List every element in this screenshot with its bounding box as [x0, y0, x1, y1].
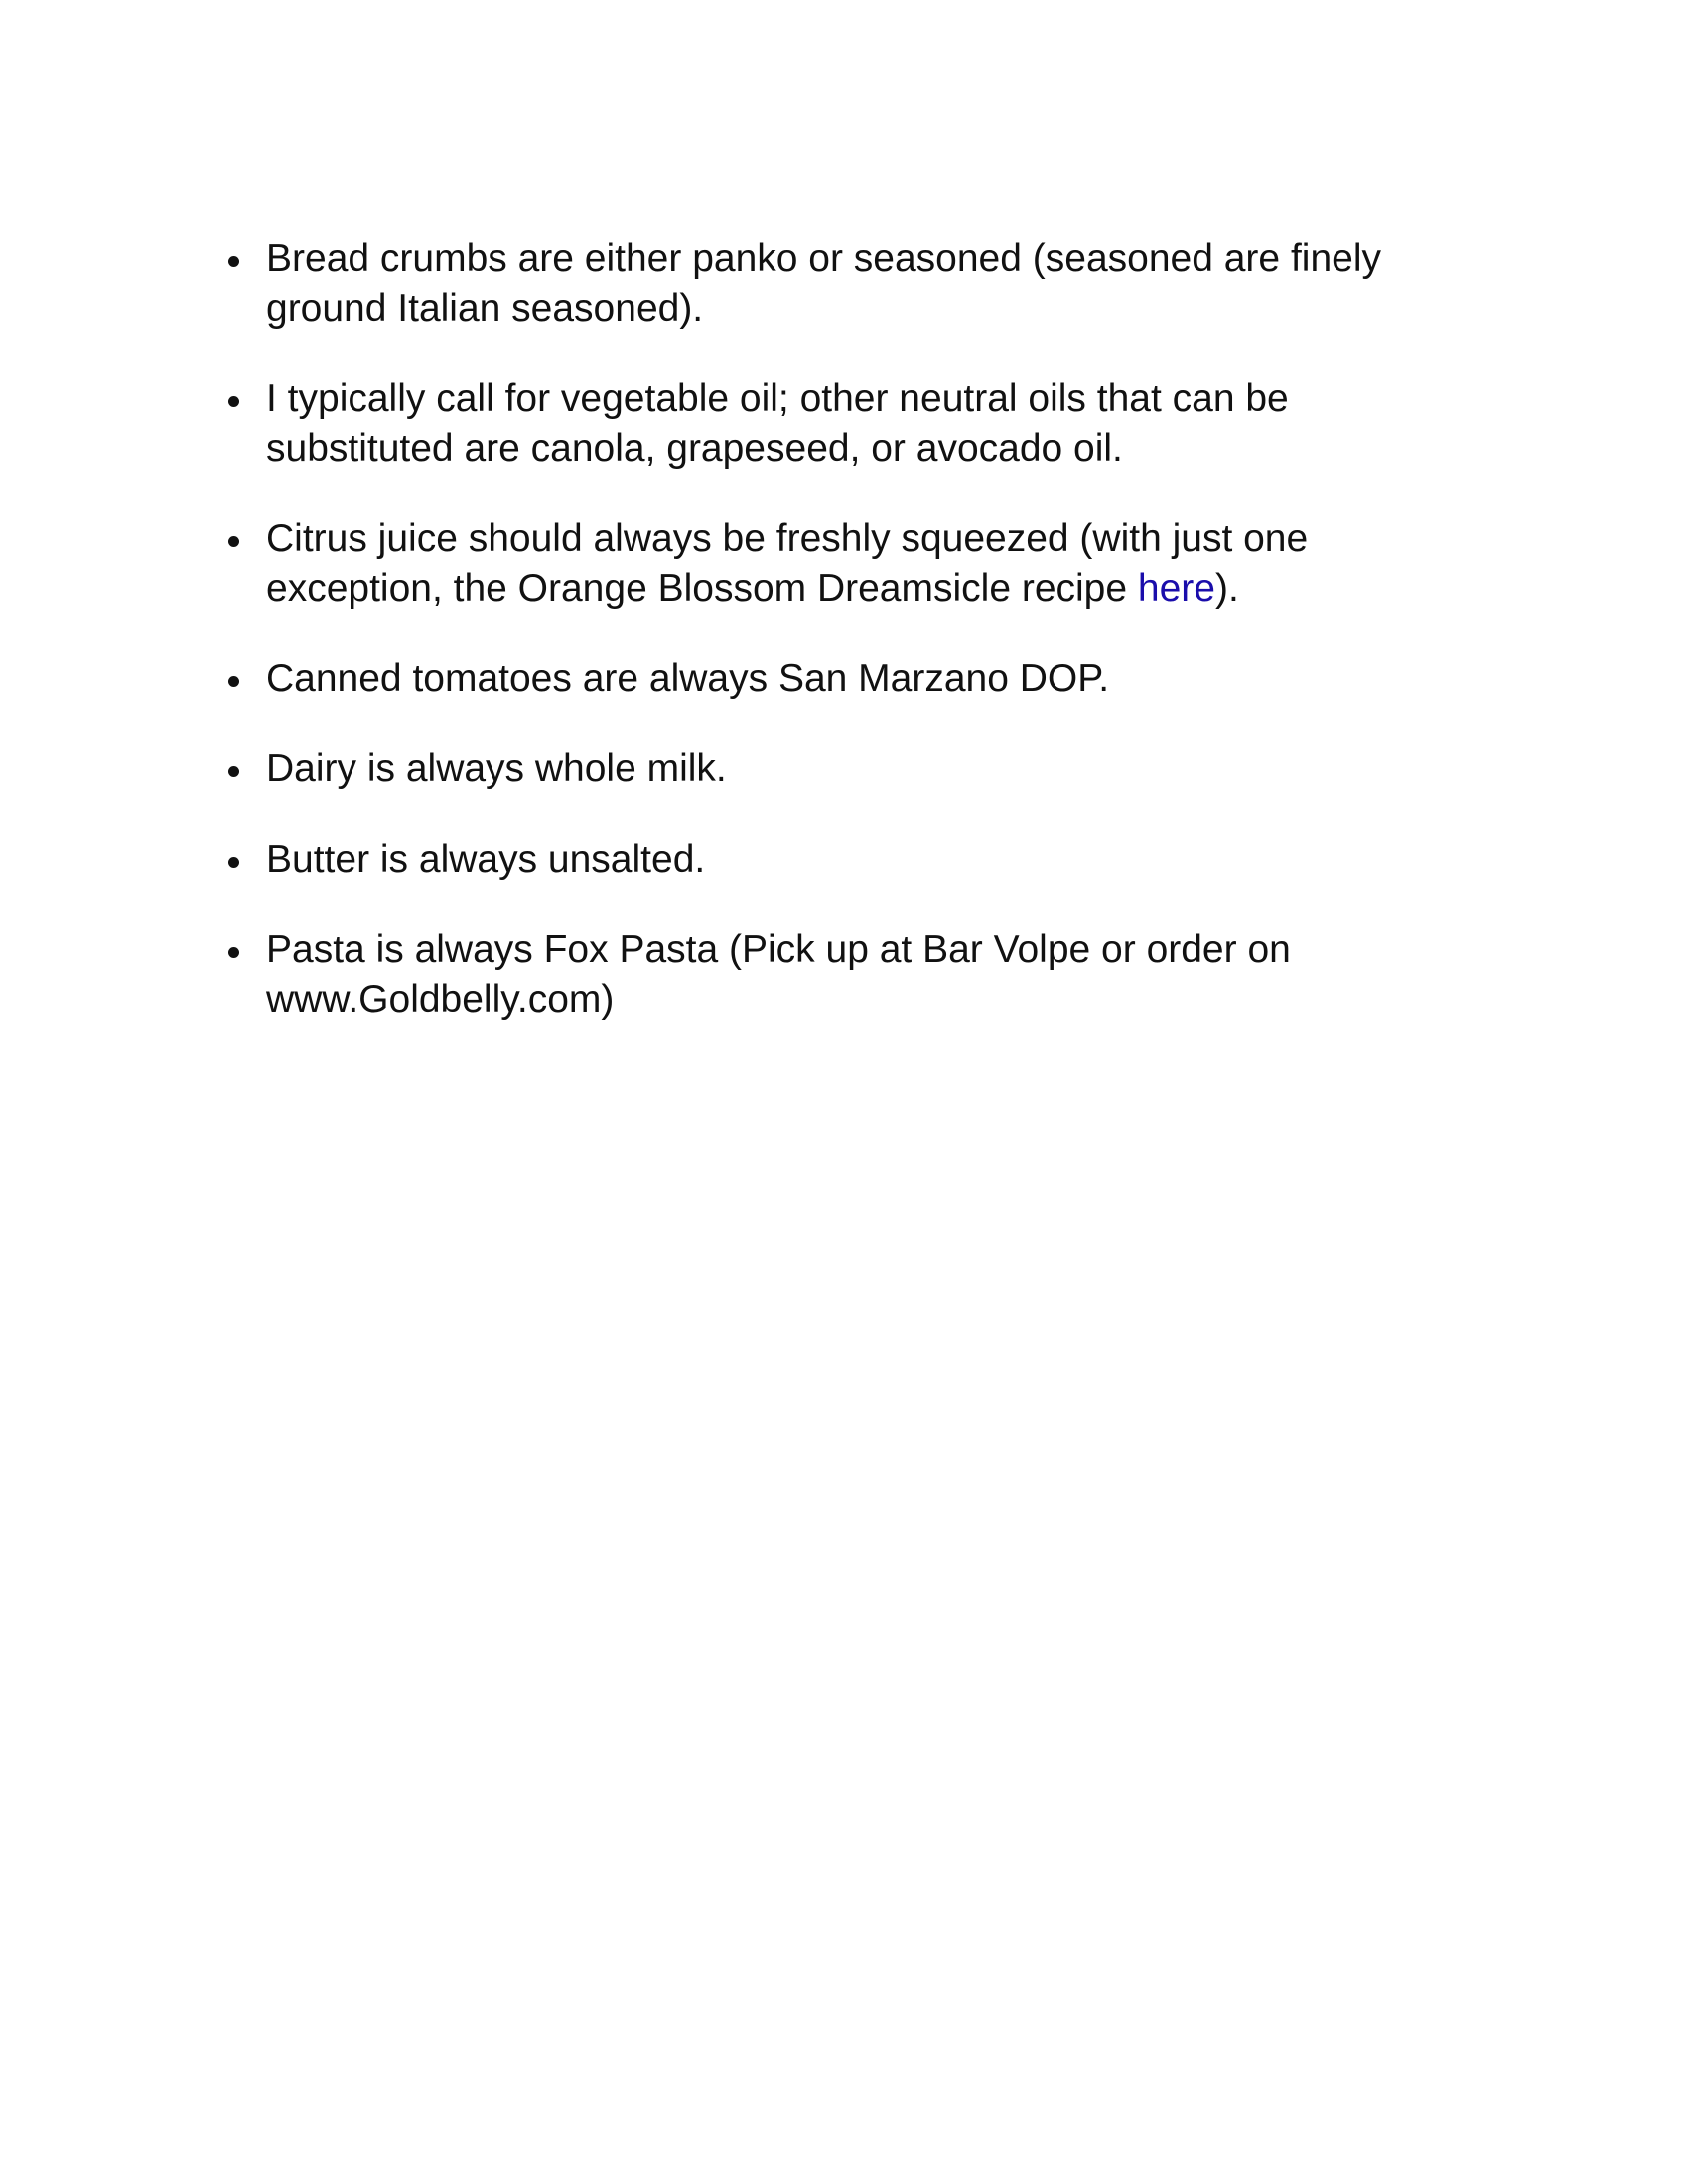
- list-item-text-after-link: ).: [1214, 567, 1239, 610]
- bullet-icon: [228, 396, 239, 407]
- ingredient-notes-list: [228, 234, 1470, 1024]
- list-item-pasta: [228, 925, 1470, 1024]
- list-item-dairy: [228, 745, 1470, 794]
- list-item-text: Bread crumbs are either panko or seasoned (seasoned are finely ground Italian seasoned).: [266, 237, 1381, 330]
- list-item-text: Canned tomatoes are always San Marzano DOP.: [266, 657, 1110, 700]
- bullet-icon: [228, 536, 239, 547]
- bullet-icon: [228, 676, 239, 687]
- bullet-icon: [228, 857, 239, 868]
- list-item-text: Dairy is always whole milk.: [266, 748, 727, 790]
- recipe-link-here[interactable]: here: [1137, 567, 1215, 610]
- list-item-text: Pasta is always Fox Pasta (Pick up at Bar Volpe or order on www.Goldbelly.com): [266, 928, 1291, 1021]
- list-item-text: I typically call for vegetable oil; other neutral oils that can be substituted are canola, grapeseed, or avocado oil.: [266, 377, 1289, 470]
- list-item-bread-crumbs: [228, 234, 1470, 334]
- bullet-icon: [228, 766, 239, 777]
- list-item-text: Butter is always unsalted.: [266, 838, 706, 881]
- list-item-butter: [228, 835, 1470, 885]
- bullet-icon: [228, 947, 239, 958]
- list-item-text-before-link: Citrus juice should always be freshly squeezed (with just one exception, the Orange Blossom Dreamsicle recipe: [266, 517, 1309, 610]
- bullet-icon: [228, 256, 239, 267]
- list-item-canned-tomatoes: [228, 654, 1470, 704]
- list-item-citrus-juice: [228, 514, 1470, 614]
- list-item-vegetable-oil: [228, 374, 1470, 474]
